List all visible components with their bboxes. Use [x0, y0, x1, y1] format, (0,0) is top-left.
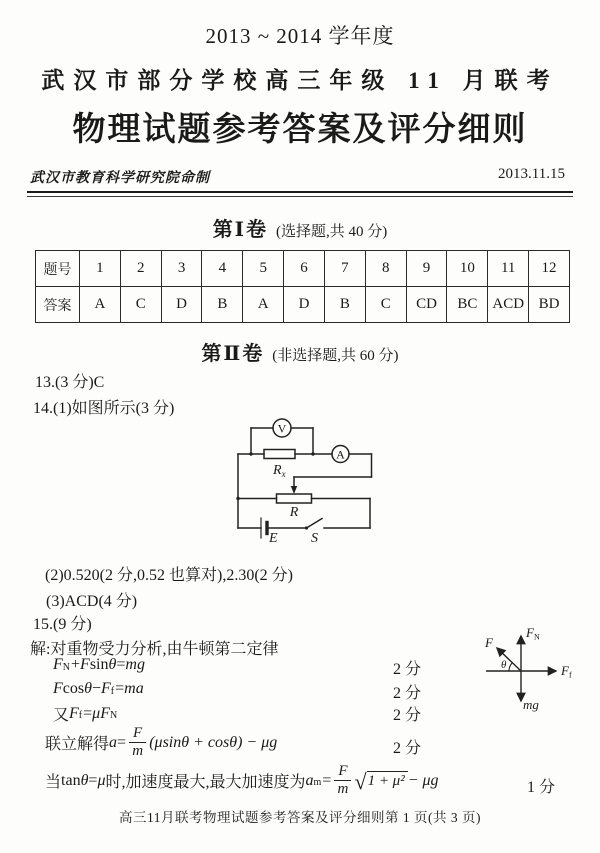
- theta-label: θ: [501, 659, 507, 671]
- question-14-part2: (2)0.520(2 分,0.52 也算对),2.30(2 分): [45, 567, 293, 584]
- answer-cell: B: [324, 287, 365, 323]
- answer-cell: D: [161, 287, 202, 323]
- rx-label: $R_x$: [273, 463, 286, 479]
- question-13-answer: 13.(3 分)C: [35, 374, 105, 391]
- ammeter-label: A: [336, 447, 345, 462]
- qnum-cell: 1: [80, 251, 121, 287]
- answer-cell: BD: [529, 287, 570, 323]
- part2-subtitle: (非选择题,共 60 分): [272, 348, 399, 364]
- gravity-label: mg: [523, 697, 539, 712]
- answer-cell: A: [243, 287, 284, 323]
- rx-resistor-icon: [264, 450, 295, 459]
- answer-cell: C: [365, 287, 406, 323]
- question-14-part1: 14.(1)如图所示(3 分): [33, 400, 175, 417]
- issuer-label: 武汉市教育科学研究院命制: [30, 171, 210, 186]
- theta-angle-arc: [509, 663, 512, 671]
- school-exam-title: 武汉市部分学校高三年级 11 月联考: [41, 68, 559, 93]
- qnum-cell: 7: [324, 251, 365, 287]
- switch-blade-icon: [307, 519, 323, 529]
- solution-intro: 解:对重物受力分析,由牛顿第二定律: [30, 641, 279, 658]
- qnum-cell: 12: [529, 251, 570, 287]
- normal-force-label: FN: [526, 625, 540, 642]
- qnum-cell: 2: [120, 251, 161, 287]
- date-label: 2013.11.15: [498, 166, 565, 182]
- circuit-diagram: [228, 418, 403, 558]
- answer-cell: B: [202, 287, 243, 323]
- score-label: 2 分: [393, 740, 422, 757]
- part1-heading: [0, 213, 600, 242]
- table-row-answers: [36, 287, 570, 323]
- document-title: 物理试题参考答案及评分细则: [72, 110, 528, 147]
- qnum-header-cell: 题号: [36, 251, 80, 287]
- answer-cell: ACD: [488, 287, 529, 323]
- qnum-cell: 5: [243, 251, 284, 287]
- part1-subtitle: (选择题,共 40 分): [276, 224, 388, 240]
- question-15-heading: 15.(9 分): [33, 616, 92, 633]
- header-rule: [27, 191, 573, 197]
- part1-title: 第Ⅰ卷: [212, 219, 269, 241]
- answer-table: [35, 250, 570, 323]
- fraction: $\frac{F}{m}$: [129, 726, 146, 759]
- part2-title: 第Ⅱ卷: [201, 343, 265, 365]
- answer-cell: D: [284, 287, 325, 323]
- qnum-cell: 11: [488, 251, 529, 287]
- score-label: 1 分: [527, 779, 556, 796]
- switch-label: S: [311, 531, 318, 546]
- table-row-question-numbers: [36, 251, 570, 287]
- part2-heading: [0, 337, 600, 366]
- answer-cell: CD: [406, 287, 447, 323]
- score-label: 2 分: [393, 685, 422, 702]
- fraction: $\frac{F}{m}$: [334, 764, 351, 797]
- qnum-cell: 3: [161, 251, 202, 287]
- rheostat-icon: [277, 494, 312, 503]
- page-footer: 高三11月联考物理试题参考答案及评分细则第 1 页(共 3 页): [119, 810, 481, 825]
- qnum-cell: 9: [406, 251, 447, 287]
- friction-force-label: Ff: [561, 663, 572, 680]
- radicand: 1 + μ²: [367, 771, 408, 790]
- slider-arrow-icon: [291, 486, 297, 494]
- answer-cell: BC: [447, 287, 488, 323]
- battery-label: E: [269, 531, 278, 546]
- radical-sign: √: [354, 768, 367, 794]
- score-label: 2 分: [393, 707, 422, 724]
- applied-force-label: F: [485, 635, 493, 650]
- rheostat-label: R: [289, 505, 299, 520]
- exam-answer-sheet-page: 2013 ~ 2014 学年度 武汉市部分学校高三年级 11 月联考 物理试题参考答案及评分细则 武汉市教育科学研究院命制 2013.11.15 第Ⅰ卷 (选择题,共 40 分) 题号 1 2 3 4 5 6 7 8 9 10 11 12 答案 A C D B A D B C CD BC ACD BD 第Ⅱ卷 (非选择题,共 60 分) 13.(3 分)C 14.(1)如图所示(3 分) V A $R_x$ R E S (2)0.520(2 分,0.52 也算对),2.30(2 分) (3)ACD(4 分) 15.(9 分) 解:对重物受力分析,由牛顿第二定律 F $_N$ + F sin θ = mg 2 分 F cos θ − F $_f$ = ma 2 分 又 F $_f$ = μF $_N$ 2 分 联立解得 a = $\frac{F}{m}$ (μsinθ + cosθ) − μg 2 分 当 tan θ = μ 时,加速度最大,最大加速度为 a $_m$ = $\frac{F}{m}$ √ 1 + μ² − μg 1 分 F FN Ff mg θ 高三11月联考物理试题参考答案及评分细则第 1 页(共 3 页): [0, 0, 600, 853]
- answer-cell: A: [80, 287, 121, 323]
- score-label: 2 分: [393, 661, 422, 678]
- force-diagram: [468, 606, 593, 721]
- qnum-cell: 10: [447, 251, 488, 287]
- qnum-cell: 8: [365, 251, 406, 287]
- question-14-part3: (3)ACD(4 分): [46, 593, 138, 610]
- answer-cell: C: [120, 287, 161, 323]
- academic-year-title: 2013 ~ 2014 学年度: [205, 24, 395, 48]
- qnum-cell: 6: [284, 251, 325, 287]
- answer-header-cell: 答案: [36, 287, 80, 323]
- voltmeter-label: V: [277, 421, 287, 436]
- qnum-cell: 4: [202, 251, 243, 287]
